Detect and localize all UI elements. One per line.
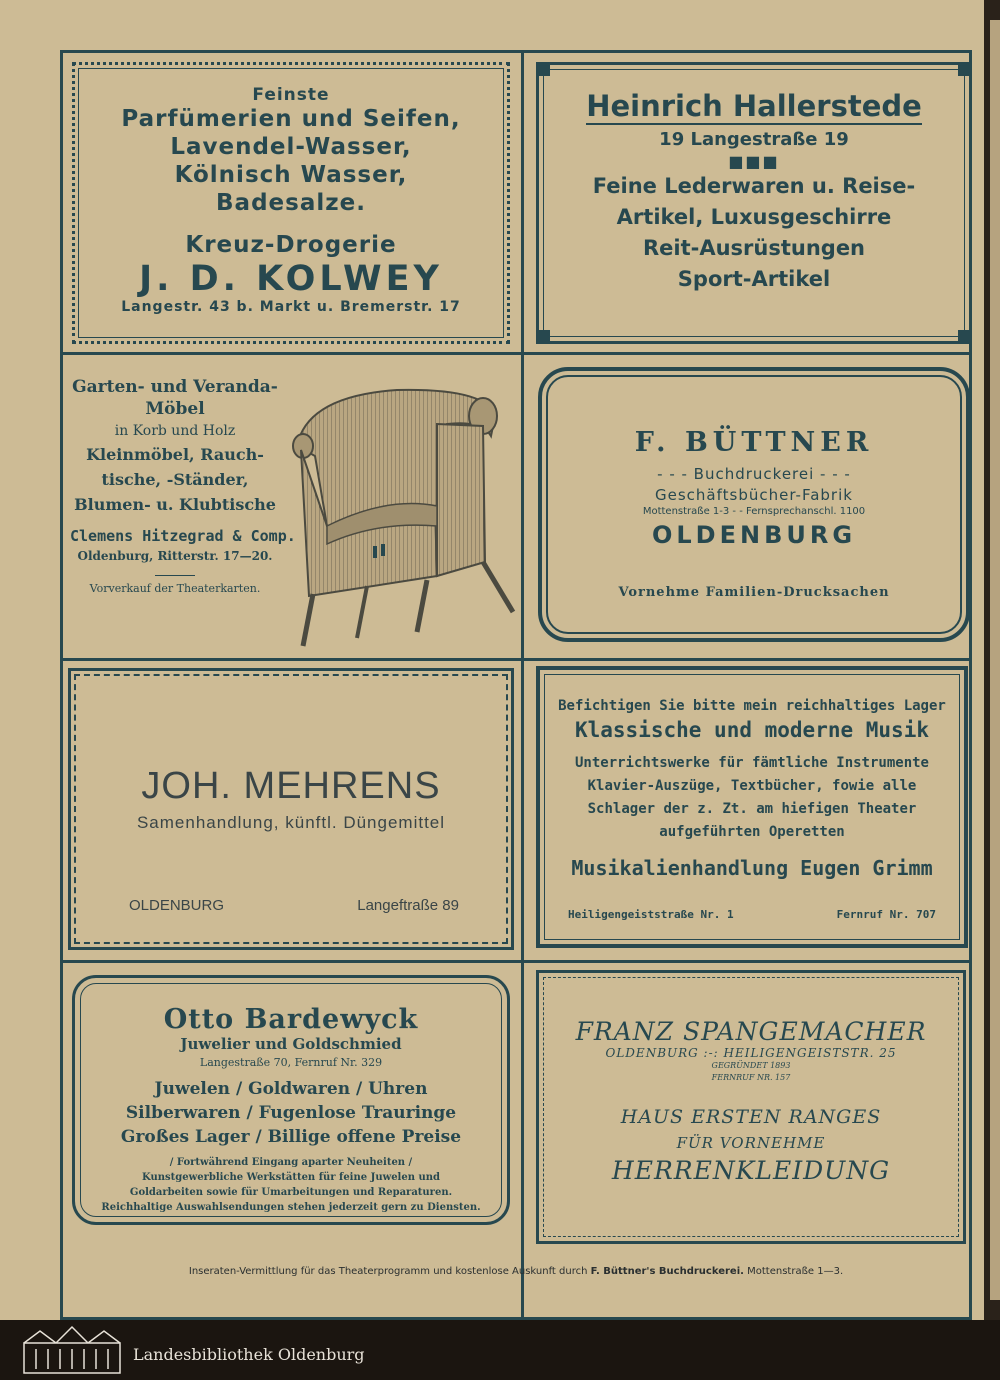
ad-line: tische, -Ständer, bbox=[101, 470, 249, 489]
city: OLDENBURG bbox=[129, 897, 225, 914]
business-name: Otto Bardewyck bbox=[163, 1004, 419, 1035]
ad-line: HAUS ERSTEN RANGES bbox=[620, 1106, 882, 1128]
ad-lines bbox=[540, 752, 964, 844]
ornament: ■■■ bbox=[728, 152, 780, 171]
ad-kolwey bbox=[72, 62, 510, 344]
ad-title: Klassische und moderne Musik bbox=[574, 718, 929, 742]
fine-line: Goldarbeiten sowie für Umarbeitungen und Reparaturen. bbox=[129, 1187, 453, 1198]
ad-line: Parfümerien und Seifen, bbox=[121, 106, 461, 132]
corner-ornament bbox=[536, 330, 550, 344]
ad-bardewyck bbox=[72, 975, 510, 1225]
ad-line: Kölnisch Wasser, bbox=[174, 162, 408, 188]
ad-line: - - - Buchdruckerei - - - bbox=[657, 465, 851, 483]
ad-line: Lavendel-Wasser, bbox=[170, 134, 412, 160]
corner-ornament bbox=[536, 62, 550, 76]
business-description: Samenhandlung, künftl. Düngemittel bbox=[136, 813, 446, 832]
fine-line: Kunstgewerbliche Werkstätten für feine Juwelen und bbox=[141, 1172, 441, 1183]
footer-printer: F. Büttner's Buchdruckerei. bbox=[590, 1266, 744, 1277]
address: Oldenburg, Ritterstr. 17—20. bbox=[77, 549, 273, 563]
ad-line: Blumen- u. Klubtische bbox=[74, 495, 276, 514]
business-name: JOH. MEHRENS bbox=[141, 765, 441, 807]
ad-mehrens bbox=[68, 668, 514, 950]
ad-line: Unterrichtswerke für fämtliche Instrumente bbox=[574, 755, 929, 771]
ad-line: Feine Lederwaren u. Reise- bbox=[592, 174, 916, 198]
business-name: J. D. KOLWEY bbox=[139, 259, 443, 299]
ad-line: Kleinmöbel, Rauch- bbox=[86, 445, 264, 464]
ad-line: Möbel bbox=[145, 399, 205, 419]
slogan: Vornehme Familien-Drucksachen bbox=[618, 585, 890, 600]
corner-ornament bbox=[958, 330, 972, 344]
footer-text: Inseraten-Vermittlung für das Theaterprogramm und kostenlose Auskunft durch bbox=[188, 1266, 588, 1277]
ad-line: Silberwaren / Fugenlose Trauringe bbox=[125, 1103, 457, 1123]
ad-line: Klavier-Auszüge, Textbücher, fowie alle bbox=[587, 778, 917, 794]
business-name: F. BÜTTNER bbox=[634, 427, 874, 458]
business-name: FRANZ SPANGEMACHER bbox=[575, 1017, 927, 1046]
trade: Juwelier und Goldschmied bbox=[180, 1035, 402, 1053]
phone: Fernruf Nr. 707 bbox=[836, 908, 936, 921]
ad-line: Reit-Ausrüstungen bbox=[642, 236, 866, 260]
ad-line: FÜR VORNEHME bbox=[676, 1134, 826, 1152]
ad-line: Badesalze. bbox=[216, 190, 366, 216]
note: Vorverkauf der Theaterkarten. bbox=[89, 582, 261, 595]
ad-line: Sport-Artikel bbox=[677, 267, 831, 291]
address: Heiligengeiststraße Nr. 1 bbox=[568, 908, 734, 921]
wicker-chair-illustration bbox=[287, 376, 517, 648]
ad-line: Großes Lager / Billige offene Preise bbox=[120, 1127, 462, 1147]
address: Mottenstraße 1-3 - - Fernsprechanschl. 1100 bbox=[642, 506, 866, 517]
founded: GEGRÜNDET 1893 bbox=[711, 1061, 791, 1070]
grid-divider-row-1 bbox=[60, 352, 972, 355]
ad-grimm bbox=[536, 666, 968, 948]
phone: FERNRUF NR. 157 bbox=[711, 1073, 791, 1082]
address: OLDENBURG :-: HEILIGENGEISTSTR. 25 bbox=[605, 1046, 897, 1060]
grid-divider-vertical bbox=[521, 50, 524, 1320]
ad-line: HERRENKLEIDUNG bbox=[611, 1156, 891, 1185]
address: Langestr. 43 b. Markt u. Bremerstr. 17 bbox=[121, 299, 461, 315]
ad-line: in Korb und Holz bbox=[114, 423, 236, 439]
ad-line: Feinste bbox=[252, 85, 330, 105]
fine-line: / Fortwährend Eingang aparter Neuheiten / bbox=[169, 1157, 413, 1168]
city: OLDENBURG bbox=[651, 521, 857, 549]
corner-ornament bbox=[958, 62, 972, 76]
ad-line: Schlager der z. Zt. am hiefigen Theater bbox=[587, 801, 917, 817]
shop-name: Kreuz-Drogerie bbox=[185, 232, 397, 258]
grid-divider-row-2 bbox=[60, 658, 972, 661]
fine-line: Reichhaltige Auswahlsendungen stehen jederzeit gern zu Diensten. bbox=[101, 1202, 481, 1213]
business-name: Clemens Hitzegrad & Comp. bbox=[70, 527, 296, 545]
ad-hallerstede bbox=[536, 62, 972, 344]
footer-note bbox=[60, 1266, 972, 1277]
ad-line: Garten- und Veranda- bbox=[72, 377, 278, 397]
library-name[interactable]: Landesbibliothek Oldenburg bbox=[133, 1345, 365, 1364]
ad-spangemacher bbox=[536, 970, 966, 1244]
ad-hitzegrad bbox=[62, 362, 522, 654]
next-page-strip bbox=[990, 20, 1000, 1300]
address: 19 Langestraße 19 bbox=[659, 129, 849, 150]
footer-address: Mottenstraße 1—3. bbox=[747, 1266, 844, 1277]
ad-line: aufgeführten Operetten bbox=[659, 824, 845, 840]
ad-line: Juwelen / Goldwaren / Uhren bbox=[154, 1079, 428, 1099]
ad-line: Geschäftsbücher-Fabrik bbox=[655, 486, 853, 504]
ad-line: Artikel, Luxusgeschirre bbox=[616, 205, 892, 229]
address: Langeftraße 89 bbox=[357, 897, 459, 914]
business-name: Heinrich Hallerstede bbox=[586, 89, 922, 123]
address: Langestraße 70, Fernruf Nr. 329 bbox=[199, 1056, 383, 1069]
library-building-icon[interactable] bbox=[20, 1323, 124, 1375]
ad-line: Befichtigen Sie bitte mein reichhaltiges Lager bbox=[558, 698, 946, 714]
ad-text bbox=[70, 376, 296, 595]
ad-buettner bbox=[538, 367, 970, 642]
fine-print bbox=[75, 1155, 507, 1215]
grid-divider-row-3 bbox=[60, 960, 972, 963]
separator bbox=[155, 575, 195, 576]
business-name: Musikalienhandlung Eugen Grimm bbox=[571, 856, 933, 880]
contact-row bbox=[568, 908, 936, 921]
